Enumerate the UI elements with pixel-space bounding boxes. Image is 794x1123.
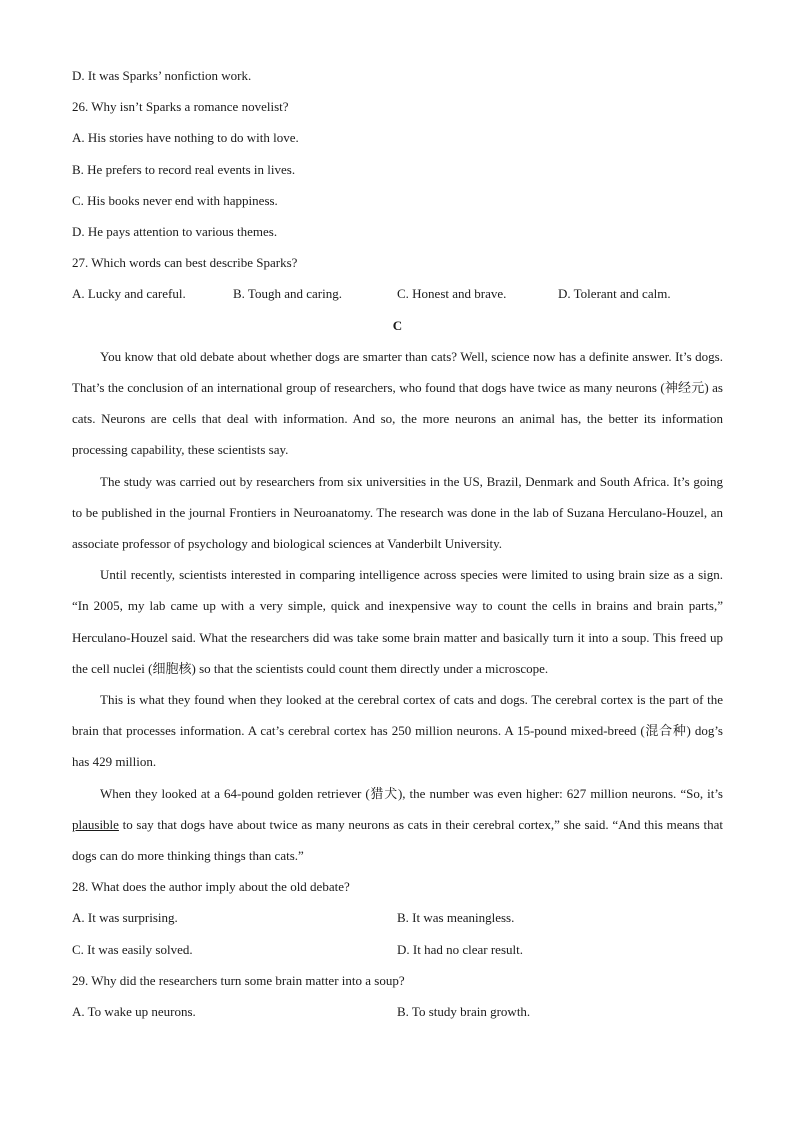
passage-paragraph-2: The study was carried out by researchers from six universities in the US, Brazil, Denmark and South Africa. It’s going to be published in the journal Frontiers in Neuroanatomy. The research was done in the lab of Suzana Herculano-Houzel, an associate professor of psychology and biological sciences at Vanderbilt University.	[72, 473, 723, 551]
q28-question: 28. What does the author imply about the old debate?	[72, 879, 350, 895]
passage-paragraph-5	[72, 778, 723, 872]
q26-option-a: A. His stories have nothing to do with love.	[72, 130, 299, 146]
q27-option-c: C. Honest and brave.	[397, 286, 507, 302]
q28-option-b: B. It was meaningless.	[397, 910, 515, 926]
section-c-title: C	[392, 317, 403, 333]
q27-option-b: B. Tough and caring.	[233, 286, 342, 302]
q29-option-b: B. To study brain growth.	[397, 1003, 531, 1019]
paragraph-5-text-after: to say that dogs have about twice as many neurons as cats in their cerebral cortex,” she said. “And this means that dogs can do more thinking things than cats.”	[72, 816, 723, 863]
q28-option-a: A. It was surprising.	[72, 910, 178, 926]
underlined-word-plausible: plausible	[72, 816, 119, 832]
q26-question: 26. Why isn’t Sparks a romance novelist?	[72, 99, 289, 115]
q29-question: 29. Why did the researchers turn some brain matter into a soup?	[72, 972, 405, 988]
q26-option-c: C. His books never end with happiness.	[72, 192, 278, 208]
passage-paragraph-3: Until recently, scientists interested in comparing intelligence across species were limited to using brain size as a sign. “In 2005, my lab came up with a very simple, quick and inexpensive way to count the cells in brains and brain parts,” Herculano-Houzel said. What the researchers did was take some brain matter and basically turn it into a soup. This freed up the cell nuclei (细胞核) so that the scientists could count them directly under a microscope.	[72, 567, 723, 676]
passage-paragraph-4: This is what they found when they looked at the cerebral cortex of cats and dogs. The cerebral cortex is the part of the brain that processes information. A cat’s cerebral cortex has 250 million neurons. A 15-pound mixed-breed (混合种) dog’s has 429 million.	[72, 691, 723, 770]
q28-option-c: C. It was easily solved.	[72, 941, 193, 957]
q27-options	[72, 278, 723, 309]
q25-option-d: D. It was Sparks’ nonfiction work.	[72, 68, 252, 83]
q28-option-d: D. It had no clear result.	[397, 941, 523, 957]
q28-options-row-2	[72, 934, 723, 965]
q29-option-a: A. To wake up neurons.	[72, 1003, 196, 1019]
q27-option-d: D. Tolerant and calm.	[558, 286, 671, 302]
document-page	[72, 60, 723, 1027]
q28-options-row-1	[72, 902, 723, 933]
q29-options-row-1	[72, 996, 723, 1027]
q26-option-b: B. He prefers to record real events in lives.	[72, 161, 296, 177]
paragraph-5-text-before: When they looked at a 64-pound golden retriever (猎犬), the number was even higher: 627 million neurons. “So, it’s	[100, 785, 723, 801]
q27-question: 27. Which words can best describe Sparks?	[72, 255, 298, 271]
q27-option-a: A. Lucky and careful.	[72, 286, 186, 302]
q26-option-d: D. He pays attention to various themes.	[72, 223, 278, 239]
passage-paragraph-1: You know that old debate about whether dogs are smarter than cats? Well, science now has a definite answer. It’s dogs. That’s the conclusion of an international group of researchers, who found that dogs have twice as many neurons (神经元) as cats. Neurons are cells that deal with information. And so, the more neurons an animal has, the better its information processing capability, these scientists say.	[72, 348, 723, 458]
